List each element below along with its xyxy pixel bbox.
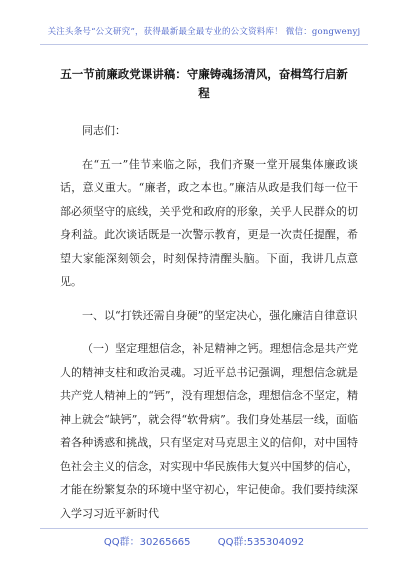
footer-divider [40,528,368,529]
section-heading: 一、以“打铁还需自身硬”的坚定决心，强化廉洁自律意识 [82,308,358,322]
document-body [60,119,358,525]
document-title: 五一节前廉政党课讲稿：守廉铸魂扬清风，奋楫笃行启新程 [60,67,348,100]
paragraph-intro: 在“五一”佳节来临之际，我们齐聚一堂开展集体廉政谈话，意义重大。“廉者，政之本也。”廉洁从政是我们每一位干部必须坚守的底线，关乎党和政府的形象，关乎人民群众的切身利益。此次谈话既是一次警示教育，更是一次责任提醒，希望大家能深刻领会，时刻保持清醒头脑。下面，我讲几点意见。 [60,157,358,288]
paragraph-subsection: （一）坚定理想信念，补足精神之钙。理想信念是共产党人的精神支柱和政治灵魂。习近平总书记强调，理想信念就是共产党人精神上的“钙”，没有理想信念，理想信念不坚定，精神上就会“缺钙”，就会得“软骨病”。我们身处基层一线，面临着各种诱惑和挑战，只有坚定对马克思主义的信仰，对中国特色社会主义的信念，对实现中华民族伟大复兴中国梦的信心，才能在纷繁复杂的环境中坚守初心，牢记使命。我们要持续深入学习习近平新时代 [60,342,358,520]
header-divider [40,44,368,45]
footer-qq-group-1: QQ群：30265665 [103,537,191,548]
page-header-banner: 关注头条号“公文研究”，获得最新最全最专业的公文资料库！ 微信：gongwenyj [47,27,361,37]
footer-qq-group-2: QQ群:535304092 [217,537,305,548]
page-footer [0,533,408,548]
salutation: 同志们： [82,124,126,137]
